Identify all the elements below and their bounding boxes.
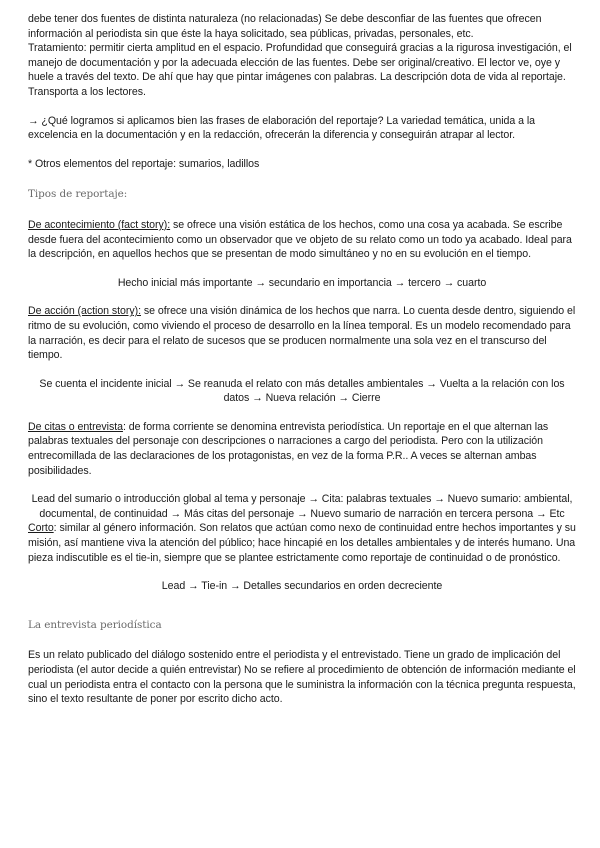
term-citas: De citas o entrevista: [28, 420, 123, 433]
intro-paragraph-frases: → ¿Qué logramos si aplicamos bien las frases de elaboración del reportaje? La variedad temática, unida a la excelencia en la documentación y en la redacción, ofrecerán la diferencia y conseguirán atrapar al lector.: [28, 114, 535, 142]
scheme-corto: Lead → Tie-in → Detalles secundarios en orden decreciente: [161, 580, 443, 593]
term-acontecimiento: De acontecimiento (fact story):: [28, 218, 171, 231]
tipo-corto: [28, 521, 576, 565]
text-acontecimiento: se ofrece una visión estática de los hechos, como una cosa ya acabada. Se escribe desde fuera del acontecimiento como un observador que ve objeto de su relato como un todo ya acabado. Ideal para la descripción, en aquellos hechos que se presentan de modo simultáneo y no en su evolución en el tiempo.: [28, 218, 572, 261]
text-corto: : similar al género información. Son relatos que actúan como nexo de continuidad entre hechos importantes y su misión, así mantiene viva la atención del público; hace hincapié en los detalles ambientales y de interés humano. Una pieza indiscutible es el tie-in, siempre que se plantee estrictamente como reportaje de continuidad o de pronóstico.: [28, 522, 576, 564]
intro-paragraph-otros: * Otros elementos del reportaje: sumarios, ladillos: [28, 157, 260, 170]
section-heading-tipos: Tipos de reportaje:: [28, 188, 128, 201]
intro-paragraph-tratamiento: Tratamiento: permitir cierta amplitud en el espacio. Profundidad que conseguirá gracias a la rigurosa investigación, el manejo de documentación y por la adecuada elección de las fuentes. Debe ser original/creativo. El lector ve, oye y huele a través del texto. De ahí que hay que pintar imágenes con palabras. La descripción dota de vida al reportaje. Transporta a los lectores.: [28, 42, 572, 98]
scheme-citas: Lead del sumario o introducción global al tema y personaje → Cita: palabras textuales → Nuevo sumario: ambiental, documental, de continuidad → Más citas del personaje → Nuevo sumario de narración en tercera persona → Etc: [31, 493, 573, 520]
term-accion: De acción (action story):: [28, 305, 141, 318]
scheme-accion: Se cuenta el incidente inicial → Se reanuda el relato con más detalles ambientales → Vuelta a la relación con los datos → Nueva relación → Cierre: [39, 377, 565, 405]
intro-paragraph-fuentes: debe tener dos fuentes de distinta naturaleza (no relacionadas) Se debe desconfiar de las fuentes que ofrecen información al periodista sin que éste la haya solicitado, sea públicas, privadas, personales, etc.: [28, 13, 542, 40]
term-corto: Corto: [28, 522, 54, 535]
text-citas: : de forma corriente se denomina entrevista periodística. Un reportaje en el que alternan las palabras textuales del personaje con descripciones o narraciones a cargo del periodista. Pero con la utilización entrecomillada de las declaraciones de los protagonistas, en vez de la forma P.R.. A veces se alternan ambas posibilidades.: [28, 420, 549, 477]
tipo-accion: [28, 304, 576, 362]
text-accion: se ofrece una visión dinámica de los hechos que narra. Lo cuenta desde dentro, siguiendo el ritmo de su evolución, como viviendo el proceso de desarrollo en la línea temporal. Es un modelo recomendado para la narración, es decir para el relato de sucesos que se producen normalmente una sola vez en el transcurso del tiempo.: [28, 305, 576, 362]
entrevista-paragraph: Es un relato publicado del diálogo sostenido entre el periodista y el entrevistado. Tiene un grado de implicación del periodista (el autor decide a quién entrevistar) No se refiere al procedimiento de obtención de información mediante el cual un periodista entra el contacto con la persona que le suministra la información con la técnica pregunta respuesta, sino el texto resultante de poner por escrito dicho acto.: [28, 649, 576, 706]
section-heading-entrevista: La entrevista periodística: [28, 618, 162, 631]
scheme-acontecimiento: Hecho inicial más importante → secundario en importancia → tercero → cuarto: [117, 276, 487, 289]
tipo-citas: [28, 420, 576, 478]
tipo-acontecimiento: [28, 218, 576, 262]
document-body: [28, 12, 576, 707]
